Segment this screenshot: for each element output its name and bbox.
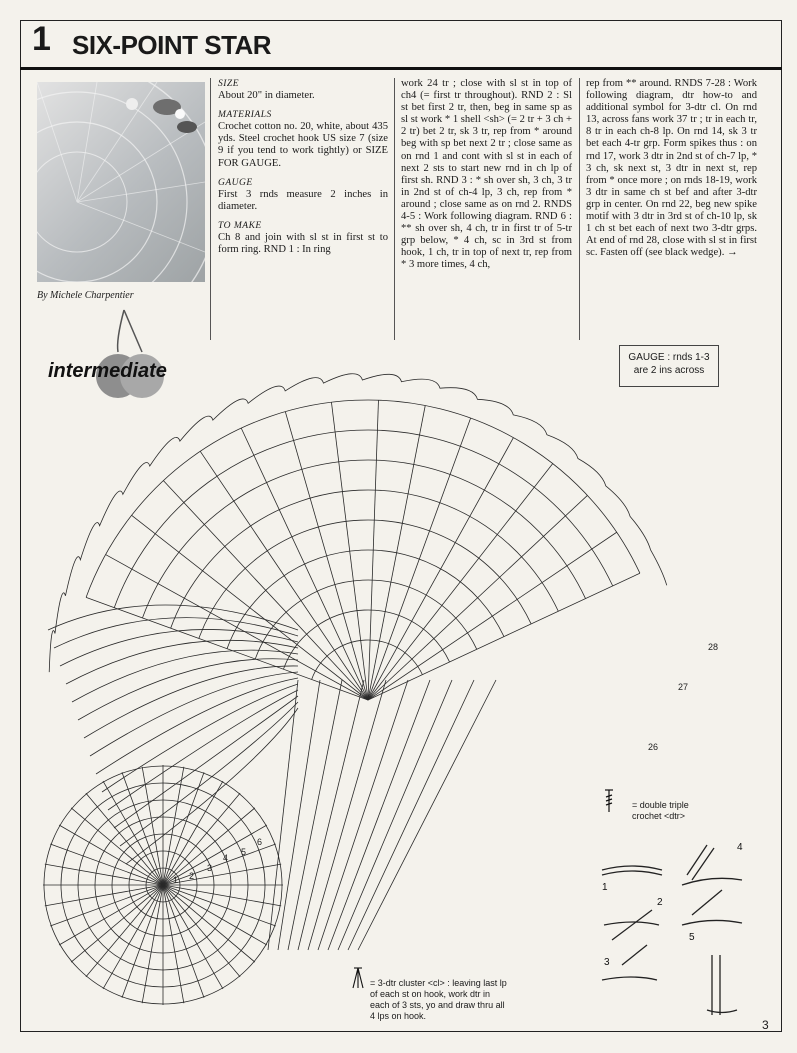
- dtr-legend-text: = double triple crochet <dtr>: [632, 800, 689, 821]
- gauge-label: GAUGE: [218, 177, 253, 188]
- step-number-label: 5: [689, 932, 695, 943]
- step-number-label: 3: [604, 957, 610, 968]
- text-column-2: work 24 tr ; close with sl st in top of ch4 (= first tr throughout). RND 2 : Sl st bet first 2 tr, then, beg in same sp as sl st work * 1 shell <sh> (= 2 tr + 3 ch + 2 tr) bet 2 tr, sk 3 tr, rep from * around beg with sp bet next 2 tr ; close same as on rnd 1 and cont with sl st in each of next 2 sts to start new rnd in ch lp of first sh. RND 3 : * sh over sh, 3 ch, 3 tr in 2nd st of ch-4 lp, 3 ch, rep from * around ; close same as on rnd 2. RNDS 4-5 : Work following diagram. RND 6 : ** sh over sh, 4 ch, tr in first tr of 5-tr grp below, * 4 ch, sc in 3rd st from hook, 1 ch, tr in top of next tr, rep from * 3 more times, 4 ch,: [401, 78, 572, 271]
- step-number-label: 1: [602, 882, 608, 893]
- step-number-label: 2: [657, 897, 663, 908]
- row-number-label: 28: [708, 642, 719, 652]
- row-number-label: 27: [678, 682, 689, 692]
- dtr-legend: [632, 800, 712, 822]
- page-number: 3: [762, 1018, 769, 1032]
- row-number-label: 5: [241, 847, 247, 857]
- cluster-legend: [370, 978, 510, 1022]
- size-label: SIZE: [218, 79, 239, 89]
- cluster-symbol-icon: [350, 966, 366, 990]
- row-number-label: 26: [648, 742, 659, 752]
- to-make-label: TO MAKE: [218, 220, 262, 231]
- size-text: About 20" in diameter.: [218, 90, 315, 102]
- to-make-text: Ch 8 and join with sl st in first st to form ring. RND 1 : In ring: [218, 232, 388, 256]
- cluster-legend-text: = 3-dtr cluster <cl> : leaving last lp of each st on hook, work dtr in each of 3 sts, yo and draw thru all 4 lps on hook.: [370, 978, 507, 1021]
- page-title: SIX-POINT STAR: [72, 30, 272, 60]
- text-column-1: [218, 78, 388, 256]
- row-number-label: 1: [173, 875, 179, 885]
- text-column-3: rep from ** around. RNDS 7-28 : Work following diagram, dtr how-to and additional symbol for 3-dtr cl. On rnd 13, across fans work 37 tr ; tr in each tr, 8 tr in each ch-8 lp. On rnd 14, sk 3 tr bet each 4-tr grp. Form spikes thus : on rnd 17, work 3 dtr in 2nd st of ch-7 lp, * 3 ch, sk next st, 3 dtr in next st, rep from * once more ; on rnds 18-19, work 3 dtr in same ch st bef and after 3-dtr grp in center. On rnd 22, beg new spike motif with 3 dtr in 3rd st of ch-10 lp, sk 1 ch st bet each of next two 3-dtr grps. At end of rnd 28, close with sl st in first sc. Fasten off (see black wedge). →: [586, 78, 757, 259]
- designer-credit: By Michele Charpentier: [37, 290, 134, 301]
- gauge-text: First 3 rnds measure 2 inches in diameter.: [218, 188, 388, 212]
- dtr-how-to-illustration: [592, 815, 752, 1030]
- row-number-label: 6: [257, 837, 263, 847]
- step-number-label: 4: [737, 842, 743, 853]
- row-number-label: 2: [189, 871, 195, 881]
- gauge-box: GAUGE : rnds 1-3 are 2 ins across: [619, 345, 719, 387]
- dtr-symbol-icon: [604, 788, 614, 814]
- materials-label: MATERIALS: [218, 110, 272, 121]
- materials-text: Crochet cotton no. 20, white, about 435 yds. Steel crochet hook US size 7 (size 9 if you tend to work tightly) or SIZE FOR GAUGE.: [218, 121, 388, 169]
- doily-photo: [37, 82, 205, 282]
- row-number-label: 3: [207, 863, 213, 873]
- skill-level-label: intermediate: [48, 360, 167, 382]
- pattern-number: 1: [32, 20, 51, 58]
- row-number-label: 4: [223, 853, 229, 863]
